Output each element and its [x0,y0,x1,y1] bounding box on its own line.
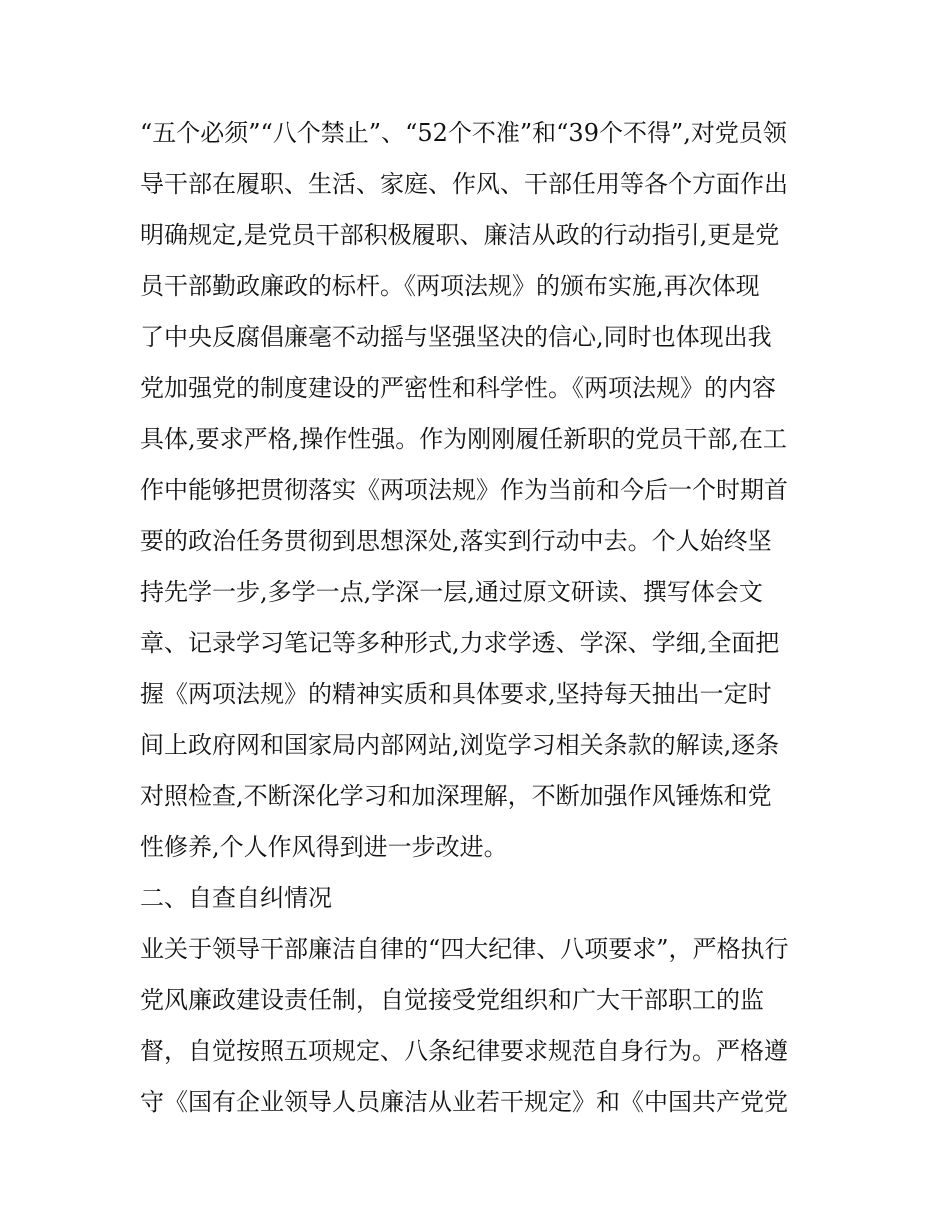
text-line: “五个必须”“八个禁止”、“52个不准”和“39个不得”,对党员领 [140,119,787,147]
text-line: 党风廉政建设责任制，自觉接受党组织和广大干部职工的监 [140,986,764,1014]
text-line: 间上政府网和国家局内部网站,浏览学习相关条款的解读,逐条 [140,731,780,759]
section-heading: 二、自查自纠情况 [140,884,332,912]
text-line: 作中能够把贯彻落实《两项法规》作为当前和今后一个时期首 [140,476,788,504]
text-line: 导干部在履职、生活、家庭、作风、干部任用等各个方面作出 [140,170,788,198]
text-line: 守《国有企业领导人员廉洁从业若干规定》和《中国共产党党 [140,1088,788,1116]
text-line: 明确规定,是党员干部积极履职、廉洁从政的行动指引,更是党 [140,221,780,249]
text-line: 章、记录学习笔记等多种形式,力求学透、学深、学细,全面把 [140,629,780,657]
text-line: 业关于领导干部廉洁自律的“四大纪律、八项要求”，严格执行 [140,935,789,963]
text-line: 党加强党的制度建设的严密性和科学性。《两项法规》的内容 [140,374,776,402]
text-line: 持先学一步,多学一点,学深一层,通过原文研读、撰写体会文 [140,578,763,606]
document-body [140,108,820,1128]
text-line: 了中央反腐倡廉毫不动摇与坚强坚决的信心,同时也体现出我 [140,323,772,351]
text-line: 员干部勤政廉政的标杆。《两项法规》的颁布实施,再次体现 [140,272,760,300]
text-line: 握《两项法规》的精神实质和具体要求,坚持每天抽出一定时 [140,680,772,708]
text-line: 性修养,个人作风得到进一步改进。 [140,833,508,861]
text-line: 具体,要求严格,操作性强。作为刚刚履任新职的党员干部,在工 [140,425,787,453]
text-line: 要的政治任务贯彻到思想深处,落实到行动中去。个人始终坚 [140,527,772,555]
text-line: 督，自觉按照五项规定、八条纪律要求规范自身行为。严格遵 [140,1037,788,1065]
text-line: 对照检查,不断深化学习和加深理解，不断加强作风锤炼和党 [140,782,772,810]
